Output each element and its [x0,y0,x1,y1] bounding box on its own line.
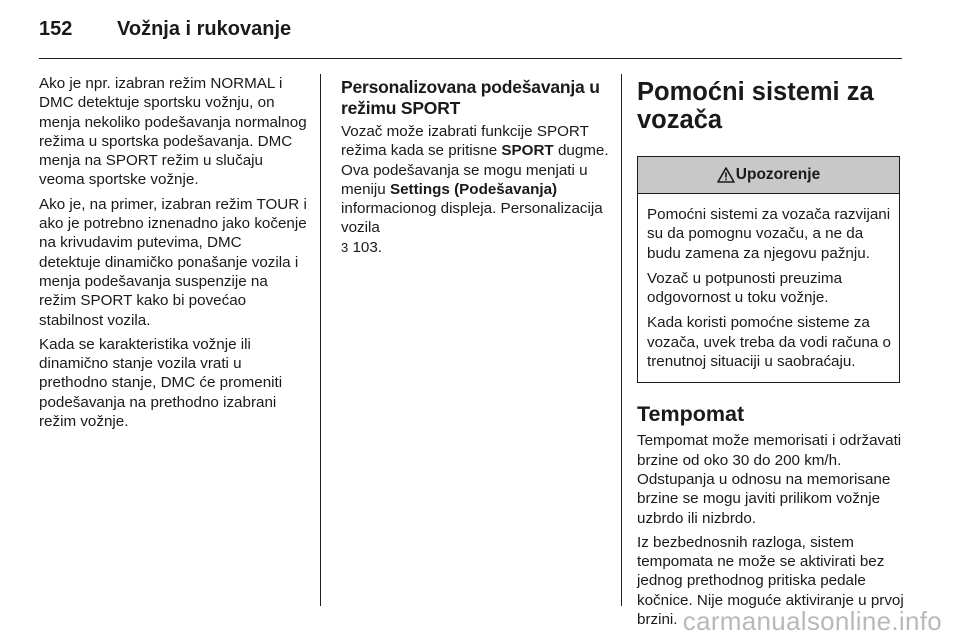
paragraph: Ako je npr. izabran režim NORMAL i DMC detektuje sportsku vožnju, on menja nekoliko podešavanja normalnog režima u sportska podešavanja. DMC menja na SPORT režim u slučaju veoma sportske vožnje. [39,75,307,189]
column-divider-1 [320,74,321,606]
text: dugme. Ova podešavanja se mogu menjati u meniju [341,142,609,198]
column-divider-2 [621,74,622,606]
column-middle [341,77,609,262]
paragraph: Ako je, na primer, izabran režim TOUR i ako je potrebno iznenadno jako kočenje na krivudavim putevima, DMC detektuje dinamičko ponašanje vozila i menja podešavanja suspenzije na režim SPORT kako bi povećao stabilnost vozila. [39,195,307,329]
warning-body [638,194,899,382]
text: Vozač može izabrati funkcije SPORT režima kada se pritisne [341,123,589,160]
reference-arrow-icon: 3 [341,239,349,255]
page-number: 152 [39,18,73,40]
column-left [39,74,307,436]
running-title: Vožnja i rukovanje [117,18,292,40]
warning-header [638,157,899,194]
subsection-heading: Personalizovana podešavanja u režimu SPORT [341,77,600,118]
menu-name-settings: Settings (Podešavanja) [389,180,558,198]
warning-triangle-icon [717,167,735,183]
column-right [637,78,905,629]
paragraph [341,122,609,257]
section-heading: Pomoćni sistemi za vozača [637,78,874,134]
header-rule [39,58,902,59]
section-heading-tempomat: Tempomat [637,402,745,427]
paragraph: Tempomat može memorisati i održavati brzine od oko 30 do 200 km/h. Odstupanja u odnosu na memorisane brzine se mogu javiti prilikom vožnje uzbrdo ili nizbrdo. [637,432,902,527]
paragraph: Kada se karakteristika vožnje ili dinamično stanje vozila vrati u prethodno stanje, DMC će promeniti podešavanja na prethodno izabrani režim vožnje. [39,335,283,431]
page-reference[interactable]: 103. [348,238,383,256]
warning-title: Upozorenje [735,166,821,184]
text: informacionog displeja. Personalizacija vozila [341,200,603,237]
paragraph: Vozač u potpunosti preuzima odgovornost u toku vožnje. [647,269,843,307]
paragraph: Kada koristi pomoćne sisteme za vozača, uvek treba da vodi računa o trenutnoj situaciji u saobraćaju. [647,314,891,371]
warning-box [637,156,900,383]
paragraph: Iz bezbednosnih razloga, sistem tempomata ne može se aktivirati bez jednog prethodnog pritiska pedale kočnice. Nije moguće aktiviranje u prvoj brzini. [637,533,904,629]
watermark: carmanualsonline.info [682,606,942,636]
button-name-sport: SPORT [501,142,554,160]
page-header [39,18,291,48]
paragraph: Pomoćni sistemi za vozača razvijani su da pomognu vozaču, a ne da budu zamena za njegovu pažnju. [647,206,891,262]
